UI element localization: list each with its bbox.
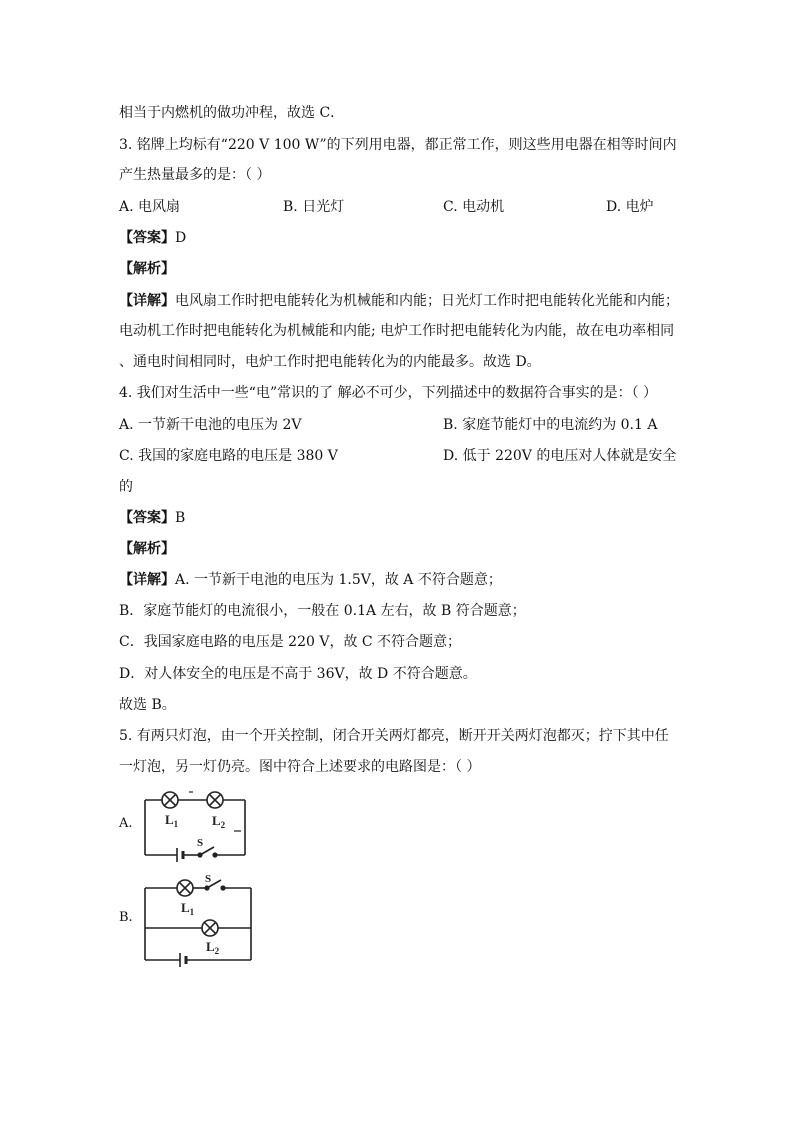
q4-detail-line-4: D．对人体安全的电压是不高于 36V，故 D 不符合题意。 — [119, 666, 477, 682]
detail-tag: 【详解】 — [119, 293, 175, 309]
q3-detail-line-2: 电动机工作时把电能转化为机械能和内能; 电炉工作时把电能转化为内能，故在电功率相同 — [119, 323, 675, 339]
q5-stem-line-2: 一灯泡，另一灯仍亮。图中符合上述要求的电路图是：（ ） — [119, 759, 481, 775]
answer-value: D — [175, 230, 187, 246]
q4-detail-line-3: C．我国家庭电路的电压是 220 V，故 C 不符合题意； — [119, 634, 462, 650]
q4-analysis-tag: 【解析】 — [119, 541, 175, 557]
q3-detail-line-3: 、通电时间相同时，电炉工作时把电能转化为的内能最多。故选 D。 — [119, 354, 541, 370]
q4-stem: 4. 我们对生活中一些“电”常识的了 解必不可少，下列描述中的数据符合事实的是：（ ） — [119, 385, 658, 401]
q5-stem-line-1: 5. 有两只灯泡，由一个开关控制，闭合开关两灯都亮，断开开关两灯泡都灭；拧下其中任 — [119, 728, 669, 744]
text-line-1: 相当于内燃机的做功冲程，故选 C． — [119, 105, 345, 121]
lamp-l2-icon — [202, 920, 218, 936]
battery-icon — [180, 953, 186, 967]
figure-a-label: A. — [119, 816, 133, 831]
q3-stem-line-1: 3. 铭牌上均标有“220 V 100 W”的下列用电器，都正常工作，则这些用电器在相等时间内 — [119, 137, 677, 153]
q4-detail-line-5: 故选 B。 — [119, 697, 176, 713]
label-l1 — [181, 900, 195, 917]
figure-b-label: B. — [119, 910, 133, 925]
q3-detail-line-1 — [119, 291, 679, 311]
q3-analysis-tag: 【解析】 — [119, 261, 175, 277]
lamp-l2-icon — [207, 792, 223, 808]
label-l2-letter: L — [212, 813, 221, 828]
detail-tag: 【详解】 — [119, 572, 175, 588]
q4-option-d-wrap: 的 — [119, 479, 133, 495]
label-l2-letter: L — [206, 939, 215, 954]
label-l1-subscript: 1 — [173, 819, 179, 829]
q3-option-d: D. 电炉 — [606, 199, 654, 215]
answer-tag: 【答案】 — [119, 230, 175, 246]
label-l1-subscript: 1 — [189, 907, 195, 917]
label-s: S — [197, 837, 204, 849]
circuit-diagram-a — [145, 791, 255, 857]
lamp-l1-icon — [162, 792, 178, 808]
label-s: S — [205, 873, 212, 885]
q4-answer — [119, 508, 185, 528]
q3-stem-line-2: 产生热量最多的是：（ ） — [119, 167, 271, 183]
label-l1 — [165, 812, 179, 829]
q4-option-a: A. 一节新干电池的电压为 2V — [119, 417, 302, 433]
q4-detail-line-2: B．家庭节能灯的电流很小，一般在 0.1A 左右，故 B 符合题意； — [119, 603, 526, 619]
circuit-diagram-b — [145, 873, 255, 966]
answer-value: B — [175, 510, 186, 526]
detail-text: 电风扇工作时把电能转化为机械能和内能；日光灯工作时把电能转化光能和内能； — [175, 293, 679, 309]
q4-option-d: D. 低于 220V 的电压对人体就是安全 — [443, 448, 677, 464]
label-l2 — [212, 813, 226, 830]
q3-option-b: B. 日光灯 — [283, 199, 345, 215]
q3-answer — [119, 228, 186, 248]
label-l2-subscript: 2 — [220, 820, 226, 830]
label-l1-letter: L — [181, 900, 190, 915]
label-l2 — [206, 939, 220, 956]
q4-option-b: B. 家庭节能灯中的电流约为 0.1 A — [443, 417, 658, 433]
detail-text: A. 一节新干电池的电压为 1.5V，故 A 不符合题意； — [175, 572, 502, 588]
q4-option-c: C. 我国的家庭电路的电压是 380 V — [119, 448, 338, 464]
q3-option-a: A. 电风扇 — [119, 199, 181, 215]
lamp-l1-icon — [177, 880, 193, 896]
q3-option-c: C. 电动机 — [443, 199, 505, 215]
label-l2-subscript: 2 — [214, 946, 220, 956]
answer-tag: 【答案】 — [119, 510, 175, 526]
battery-icon — [177, 848, 183, 862]
q4-detail-line-1 — [119, 570, 502, 590]
label-l1-letter: L — [165, 812, 174, 827]
